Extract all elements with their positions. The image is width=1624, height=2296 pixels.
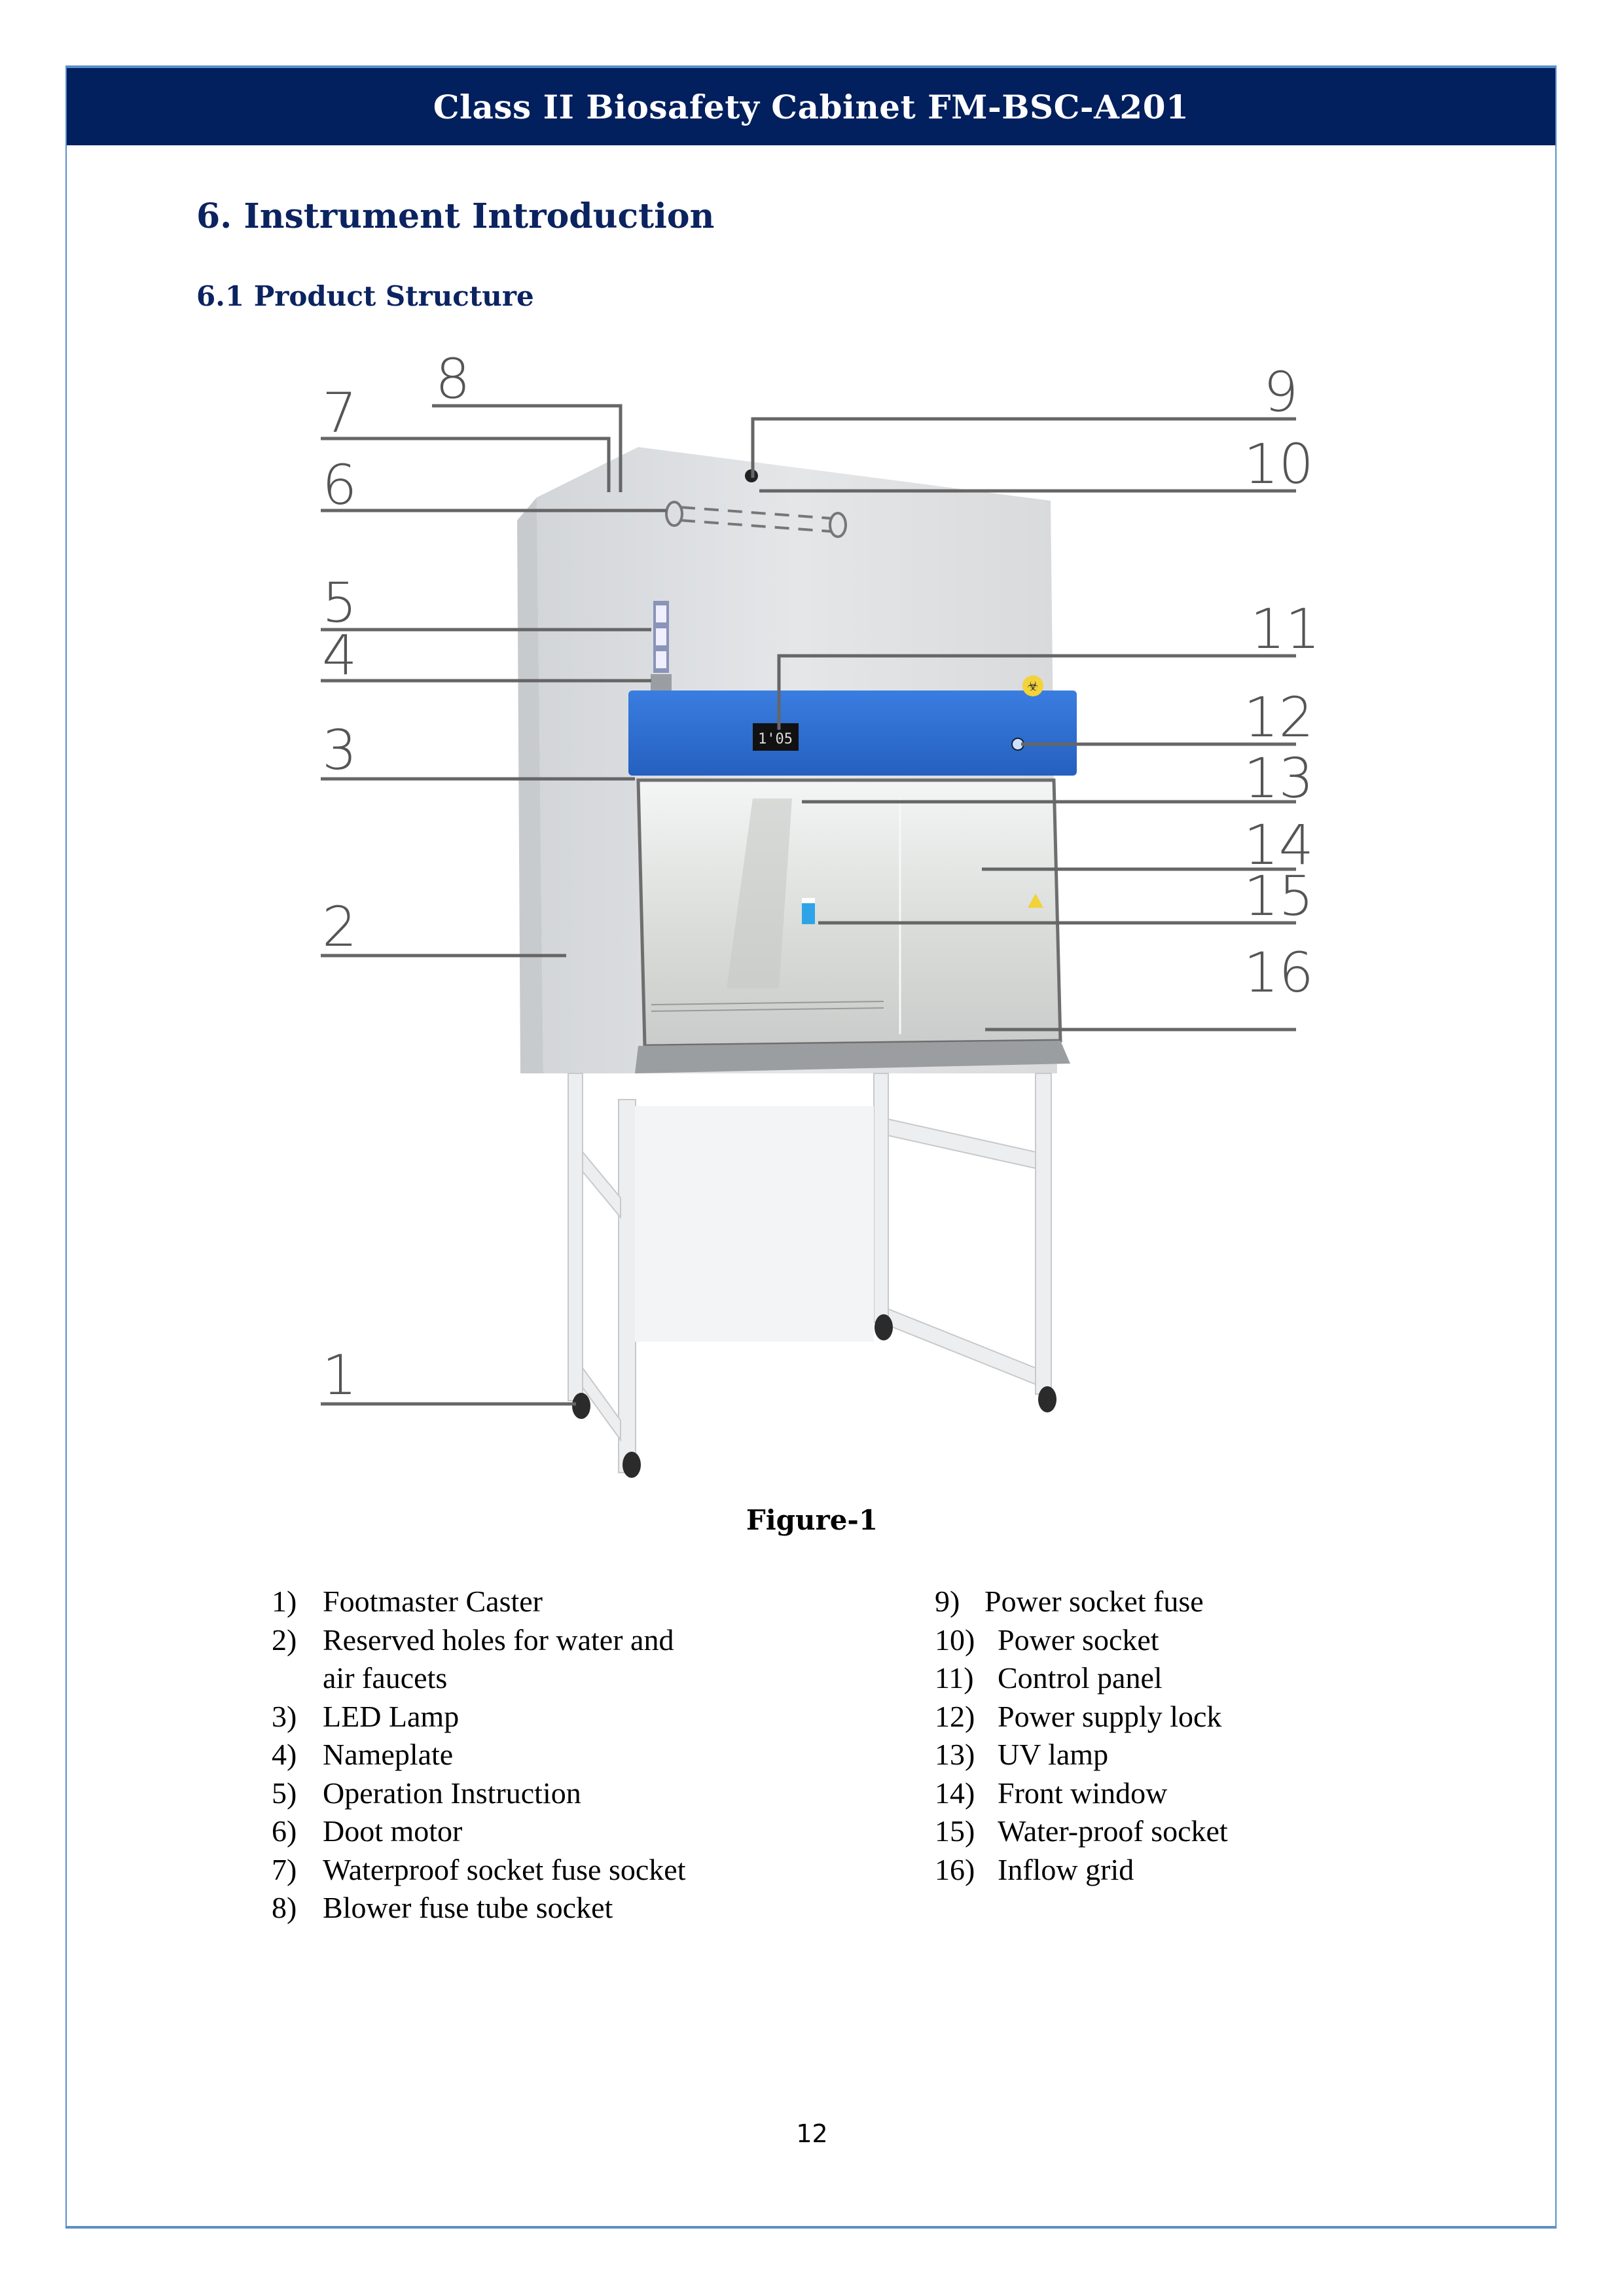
callout-2: 2 [322, 895, 357, 959]
svg-text:1'05: 1'05 [758, 731, 793, 747]
callout-4: 4 [322, 623, 357, 687]
callout-11: 11 [1250, 597, 1320, 661]
list-item: 9) Power socket fuse [935, 1585, 1204, 1618]
front-window [638, 780, 1060, 1046]
list-item: 7) Waterproof socket fuse socket [272, 1852, 686, 1886]
list-item: 6) Doot motor [272, 1814, 463, 1848]
list-item: 8) Blower fuse tube socket [272, 1891, 613, 1924]
callout-8: 8 [435, 347, 471, 411]
callout-15: 15 [1244, 864, 1314, 928]
page-number: 12 [796, 2119, 828, 2148]
list-item: 11) Control panel [935, 1661, 1163, 1695]
list-item: 13) UV lamp [935, 1738, 1109, 1771]
list-item: 10) Power socket [935, 1623, 1159, 1657]
parts-list-right [935, 1583, 1393, 1889]
subsection-heading: 6.1 Product Structure [196, 280, 534, 312]
figure-caption: Figure-1 [746, 1504, 878, 1536]
product-structure-figure [308, 347, 1329, 1479]
callout-6: 6 [322, 453, 357, 517]
callout-16: 16 [1244, 941, 1314, 1005]
water-proof-socket [802, 902, 815, 924]
list-item: 12) Power supply lock [935, 1699, 1222, 1733]
section-heading: 6. Instrument Introduction [196, 196, 715, 236]
list-item: 15) Water-proof socket [935, 1814, 1228, 1848]
instruction-labels [651, 601, 672, 694]
callout-13: 13 [1244, 746, 1314, 810]
list-item: 4) Nameplate [272, 1738, 454, 1771]
document-header [67, 68, 1555, 145]
list-item: 2) Reserved holes for water and [272, 1623, 674, 1657]
callout-12: 12 [1244, 685, 1314, 749]
list-item: 1) Footmaster Caster [272, 1585, 543, 1618]
callout-9: 9 [1263, 360, 1299, 424]
cabinet-stand [568, 1073, 1051, 1473]
callout-7: 7 [322, 381, 357, 445]
list-item: 16) Inflow grid [935, 1852, 1134, 1886]
callout-10: 10 [1244, 432, 1314, 496]
callout-1: 1 [322, 1343, 357, 1407]
parts-list-left [272, 1583, 795, 1928]
list-item: 5) Operation Instruction [272, 1776, 581, 1810]
list-item: 3) LED Lamp [272, 1699, 460, 1733]
svg-text:☣: ☣ [1027, 678, 1039, 694]
list-item-continuation: air faucets [323, 1661, 448, 1695]
callout-5: 5 [322, 571, 357, 635]
document-title: Class II Biosafety Cabinet FM-BSC-A201 [433, 87, 1189, 126]
list-item: 14) Front window [935, 1776, 1168, 1810]
callout-14: 14 [1244, 813, 1314, 877]
callout-3: 3 [322, 718, 357, 782]
